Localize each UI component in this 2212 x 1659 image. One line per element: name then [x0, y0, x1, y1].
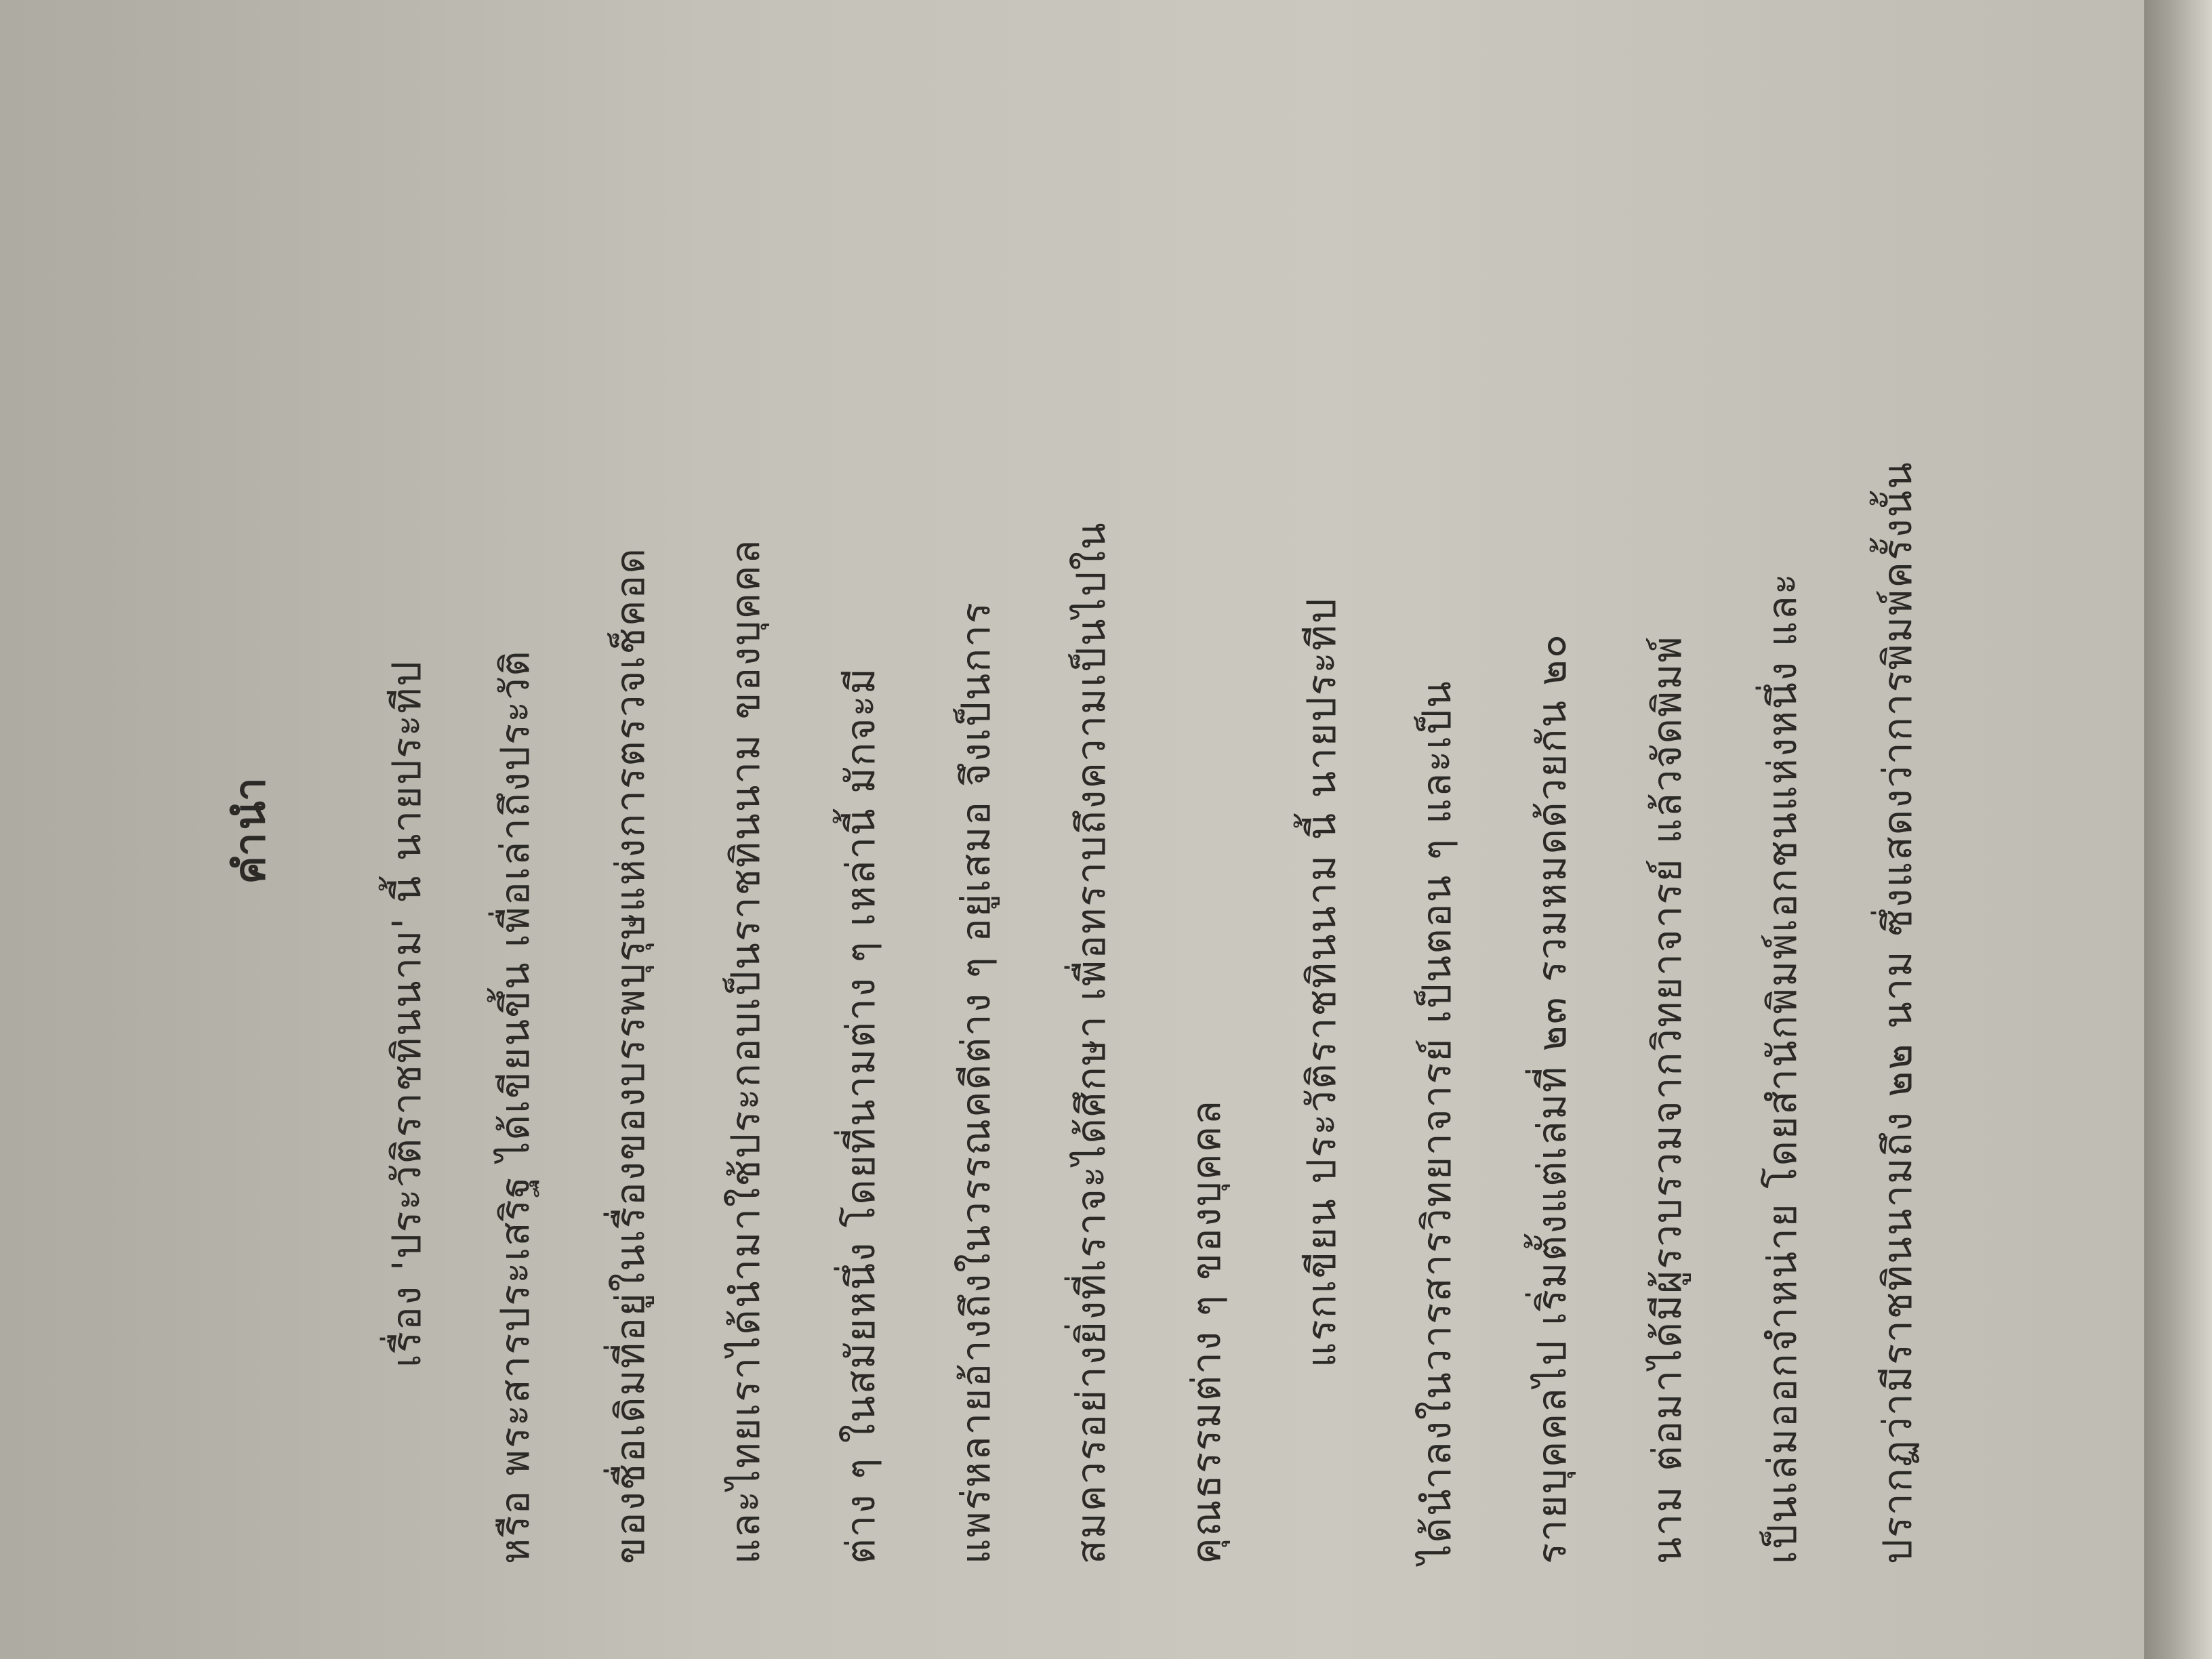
page-title: คำนำ — [225, 775, 274, 884]
paragraph-1-line-7: สมควรอย่างยิ่งที่เราจะได้ศึกษา เพื่อทราบถึงความเป็นไปใน — [1068, 521, 1114, 1564]
paragraph-2-line-1: แรกเขียน ประวัติราชทินนาม นี้ นายประทีป — [1298, 597, 1345, 1368]
paragraph-2-line-3: รายบุคคลไป เริ่มตั้งแต่เล่มที่ ๒๓ รวมหมดด้วยกัน ๒๐ — [1529, 632, 1575, 1564]
paragraph-2-line-5: เป็นเล่มออกจำหน่าย โดยสำนักพิมพ์เอกชนแห่งหนึ่ง และ — [1759, 572, 1805, 1564]
paragraph-1-line-3: ของชื่อเดิมที่อยู่ในเรื่องของบรรพบุรุษแห่งการตรวจเช็คอด — [607, 547, 653, 1564]
paragraph-1-line-4: และไทยเราได้นำมาใช้ประกอบเป็นราชทินนาม ของบุคคล — [722, 538, 769, 1564]
paragraph-1-line-6: แพร่หลายอ้างถึงในวรรณคดีต่าง ๆ อยู่เสมอ จึงเป็นการ — [953, 601, 999, 1564]
paragraph-2-line-2: ได้นำลงในวารสารวิทยาจารย์ เป็นตอน ๆ และเป็น — [1414, 680, 1460, 1564]
paragraph-2-line-6: ปรากฏว่ามีราชทินนามถึง ๒๒ นาม ซึ่งแสดงว่าการพิมพ์ครั้งนั้น — [1875, 461, 1921, 1564]
paragraph-1-line-1: เรื่อง 'ประวัติราชทินนาม' นี้ นายประทีป — [384, 659, 430, 1368]
paragraph-1-line-8: คุณธรรมต่าง ๆ ของบุคคล — [1183, 1099, 1229, 1564]
paragraph-2-line-4: นาม ต่อมาได้มีผู้รวบรวมจากวิทยาจารย์ แล้วจัดพิมพ์ — [1644, 635, 1690, 1564]
paragraph-1-line-5: ต่าง ๆ ในสมัยหนึ่ง โดยที่นามต่าง ๆ เหล่านี้ มักจะมี — [838, 667, 884, 1564]
paragraph-1-line-2: หรือ พระสารประเสริฐ ได้เขียนขึ้น เพื่อเล่าถึงประวัติ — [492, 649, 538, 1564]
